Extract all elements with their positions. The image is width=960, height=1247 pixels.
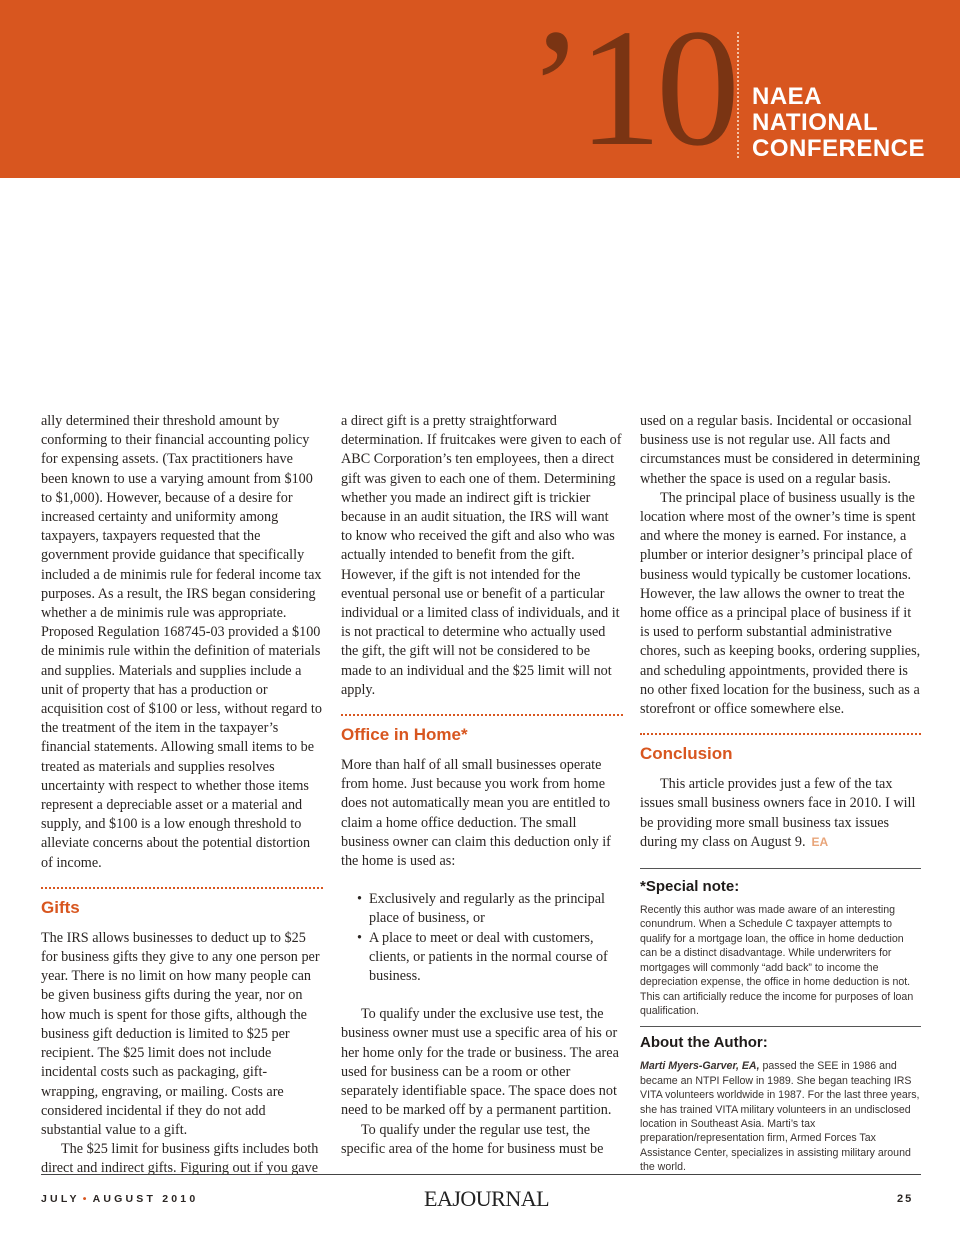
paragraph: The $25 limit for business gifts includes both direct and indirect gifts. Figuring out if you gave (41, 1141, 319, 1177)
special-note-box (640, 868, 921, 1026)
list-item: • Exclusively and regularly as the principal place of business, or (359, 890, 623, 928)
banner-conference-title (752, 84, 925, 162)
footer-rule (41, 1174, 921, 1175)
list-item: • A place to meet or deal with customers, clients, or patients in the normal course of business. (359, 929, 623, 987)
paragraph: To qualify under the exclusive use test, the business owner must use a specific area of his or her home only for the trade or business. The area used for business can be a room or other separately identifiable space. The space does not need to be marked off by a permanent partition. (341, 1006, 619, 1119)
banner-line-naea: NAEA (752, 83, 823, 110)
conference-banner (0, 0, 960, 181)
paragraph: To qualify under the regular use test, the specific area of the home for business must be (341, 1121, 604, 1157)
conclusion-text: This article provides just a few of the tax issues small business owners face in 2010. I will be providing more small business tax issues during my class on August 9. (640, 776, 916, 850)
special-note-text: Recently this author was made aware of an interesting conundrum. When a Schedule C taxpayer attempts to qualify for a mortgage loan, the office in home deduction can be a distinct disadvantage. While underwriters for mortgages will commonly “add back” to income the depreciation expense, the office in home deduction is not. This can artificially reduce the income for purposes of loan qualification. (640, 904, 914, 1017)
article-column-1 (41, 412, 323, 1179)
author-bio-text: passed the SEE in 1986 and became an NTPI Fellow in 1989. She began teaching IRS VITA volunteers worldwide in 1987. For the last three years, she has trained VITA military volunteers in an undisclosed location in Southeast Asia. Marti’s tax preparation/representation firm, Armed Forces Tax Assistance Center, specializes in assisting military around the world. (640, 1060, 920, 1174)
ea-journal-logo: EAJOURNAL (424, 1186, 550, 1211)
paragraph: More than half of all small businesses operate from home. Just because you work from home does not automatically mean you are entitled to claim a home office deduction. The small business owner can claim this deduction only if the home is used as: (341, 757, 611, 870)
section-heading-conclusion: Conclusion (640, 733, 921, 765)
section-heading-gifts: Gifts (41, 887, 323, 919)
paragraph: ally determined their threshold amount by conforming to their financial accounting policy for expensing assets. (Tax practitioners have been known to use a varying amount from $100 to $1,000). However, because of a desire for increased certainty and uniformity among taxpayers, taxpayers requested that the government provide guidance that specifically included a de minimis rule for federal income tax purposes. As a result, the IRS began considering whether a de minimis rule was appropriate. Proposed Regulation 168745-03 provided a $100 de minimis rule within the definition of materials and supplies. Materials and supplies include a unit of property that has a production or acquisition cost of $100 or less, without regard to the treatment of the item in the taxpayer’s financial statements. Allowing small items to be treated as materials and supplies resolves uncertainty with respect to whether those items represent a depreciable asset or a material and supply, and $100 is a low enough threshold to alleviate concerns about the potential distortion of income. (41, 413, 322, 871)
ea-end-mark: EA (811, 834, 829, 849)
special-note-title: *Special note: (640, 878, 740, 896)
footer-month-right: AUGUST 2010 (92, 1193, 199, 1205)
section-heading-office-in-home: Office in Home* (341, 714, 623, 746)
paragraph: a direct gift is a pretty straightforward determination. If fruitcakes were given to each of ABC Corporation’s ten employees, then a direct gift was given to each one of them. Determining whether you made an indirect gift is trickier because in an audit situation, the IRS will want to know who received the gift and also who was actually intended to benefit from the gift. However, if the gift is not intended for the eventual personal use or benefit of a particular individual or a limited class of individuals, and it is not practical to determine who actually used the gift, the gift will not be considered to be made to an individual and the $25 limit will not apply. (341, 413, 622, 698)
paragraph: used on a regular basis. Incidental or occasional business use is not regular use. All facts and circumstances must be considered in determining whether the space is used on a regular basis. (640, 413, 921, 487)
paragraph: The IRS allows businesses to deduct up to $25 for business gifts they give to any one person per year. There is no limit on how many people can be given business gifts during the year, nor on how much is spent for those gifts, although the business gift deduction is limited to $25 per recipient. The $25 limit does not include incidental costs such as packaging, gift-wrapping, engraving, or mailing. Costs are considered incidental if they do not add substantial value to a gift. (41, 929, 320, 1138)
page-number: 25 (897, 1193, 914, 1205)
banner-divider (737, 32, 739, 158)
banner-line-national: NATIONAL (752, 109, 879, 136)
author-bio (640, 1059, 921, 1174)
paragraph (640, 775, 921, 852)
banner-year: ’10 (528, 0, 734, 181)
banner-line-conference: CONFERENCE (752, 135, 926, 162)
article-column-3 (640, 412, 921, 1175)
footer-separator: • (82, 1193, 90, 1205)
author-name: Marti Myers-Garver, EA, (640, 1060, 760, 1073)
about-author-title: About the Author: (640, 1034, 768, 1052)
article-column-2 (341, 412, 623, 1159)
about-author-box (640, 1026, 921, 1174)
footer-issue-date (41, 1193, 198, 1205)
bullet-list (341, 890, 623, 986)
footer-month-left: JULY (41, 1193, 80, 1205)
paragraph: The principal place of business usually is the location where most of the owner’s time is spent and where the money is earned. For instance, a plumber or interior designer’s principal place of business would typically be customer locations. However, the law allows the owner to treat the home office as a principal place of business if it is used to perform substantial administrative chores, such as keeping books, ordering supplies, and scheduling appointments, provided there is no other fixed location for the business, such as a storefront or office somewhere else. (640, 489, 921, 718)
